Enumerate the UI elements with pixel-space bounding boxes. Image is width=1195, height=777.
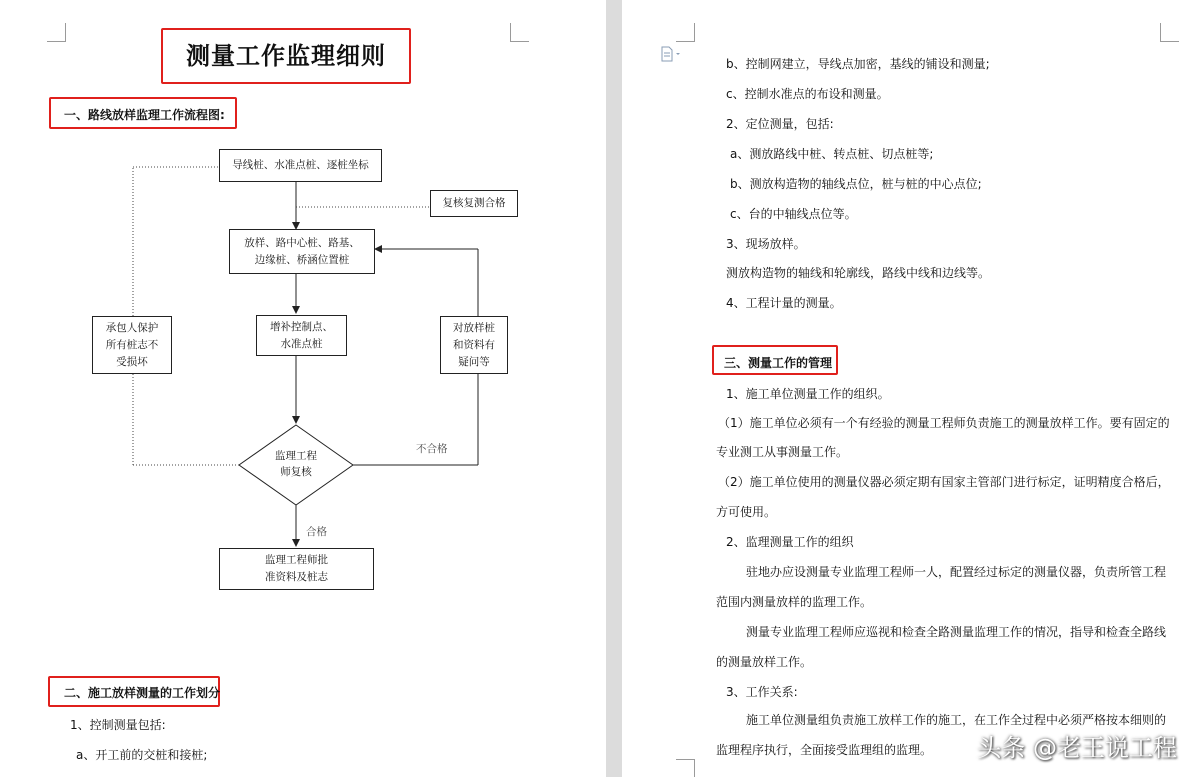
paragraph-line: a、开工前的交桩和接桩;	[76, 748, 208, 762]
paragraph-line: c、控制水准点的布设和测量。	[726, 87, 889, 101]
flow-box-recheck	[430, 190, 518, 217]
paragraph-line: 1、控制测量包括:	[70, 718, 166, 732]
flow-text-line: 水准点桩	[280, 337, 323, 350]
paragraph-line: 4、工程计量的测量。	[726, 296, 842, 310]
paragraph-line: 测放构造物的轴线和轮廓线，路线中线和边线等。	[726, 266, 991, 280]
paragraph-line: 3、现场放样。	[726, 237, 806, 251]
paragraph-line: b、控制网建立，导线点加密，基线的铺设和测量;	[726, 57, 990, 71]
paragraph-line: b、测放构造物的轴线点位，桩与桩的中心点位;	[730, 177, 982, 191]
paragraph-line: 测量专业监理工程师应巡视和检查全路测量监理工作的情况，指导和检查全路线	[746, 625, 1167, 639]
paragraph-line: （2）施工单位使用的测量仪器必须定期有国家主管部门进行标定，证明精度合格后，	[718, 475, 1170, 489]
flow-text-line: 准资料及桩志	[265, 571, 328, 583]
flow-box-start-text: 导线桩、水准点桩、逐桩坐标	[232, 159, 369, 171]
flow-text-line: 边缘桩、桥涵位置桩	[254, 253, 350, 266]
flow-text-line: 放样、路中心桩、路基、	[244, 236, 360, 249]
page-corner-mark	[1160, 23, 1179, 42]
watermark-text: 头条 @老王说工程	[977, 734, 1177, 762]
flow-text-line: 所有桩志不	[105, 338, 159, 351]
flow-text-line: 师复核	[280, 466, 312, 478]
paragraph-line: 范围内测量放样的监理工作。	[716, 595, 873, 609]
paragraph-line: 驻地办应设测量专业监理工程师一人，配置经过标定的测量仪器，负责所管工程	[746, 565, 1167, 579]
document-title: 测量工作监理细则	[186, 41, 386, 70]
flow-box-recheck-text: 复核复测合格	[442, 197, 506, 209]
flow-text-line: 疑问等	[458, 355, 490, 368]
flow-text-line: 监理工程师批	[265, 554, 328, 566]
document-icon[interactable]	[660, 46, 682, 62]
flow-text-line: 增补控制点、	[270, 320, 333, 333]
paragraph-line: 专业测工从事测量工作。	[716, 445, 849, 459]
paragraph-line: 监理程序执行，全面接受监理组的监理。	[716, 743, 933, 757]
flow-text-line: 对放样桩	[453, 321, 495, 334]
paragraph-line: c、台的中轴线点位等。	[730, 207, 857, 221]
flow-box-stake	[229, 229, 375, 274]
paragraph-line: 2、定位测量，包括:	[726, 117, 834, 131]
section2-heading: 二、施工放样测量的工作划分	[64, 686, 221, 700]
paragraph-line: 方可使用。	[716, 505, 777, 519]
flow-label-pass: 合格	[306, 526, 327, 538]
paragraph-line: 3、工作关系:	[726, 685, 798, 699]
flow-box-control	[256, 315, 347, 356]
paragraph-line: 1、施工单位测量工作的组织。	[726, 387, 890, 401]
document-page-right	[622, 0, 1195, 777]
flow-box-doubt	[440, 316, 508, 374]
paragraph-line: a、测放路线中桩、转点桩、切点桩等;	[730, 147, 934, 161]
flow-label-fail: 不合格	[416, 443, 448, 455]
paragraph-line: （1）施工单位必须有一个有经验的测量工程师负责施工的测量放样工作。要有固定的	[718, 416, 1170, 430]
page-gutter	[606, 0, 622, 777]
page-corner-mark	[676, 23, 695, 42]
section3-heading: 三、测量工作的管理	[724, 356, 833, 370]
flow-diamond-review	[261, 448, 331, 480]
page-corner-mark	[676, 759, 695, 777]
flow-text-line: 监理工程	[275, 450, 317, 462]
flow-box-end	[219, 548, 374, 590]
flow-text-line: 受损坏	[116, 355, 148, 368]
flow-box-start	[219, 149, 382, 182]
paragraph-line: 2、监理测量工作的组织	[726, 535, 854, 549]
paragraph-line: 的测量放样工作。	[716, 655, 813, 669]
flow-text-line: 和资料有	[453, 338, 495, 351]
section1-heading: 一、路线放样监理工作流程图:	[64, 108, 225, 122]
flow-text-line: 承包人保护	[105, 321, 159, 334]
paragraph-line: 施工单位测量组负责施工放样工作的施工，在工作全过程中必须严格按本细则的	[746, 713, 1167, 727]
flow-box-protect	[92, 316, 172, 374]
